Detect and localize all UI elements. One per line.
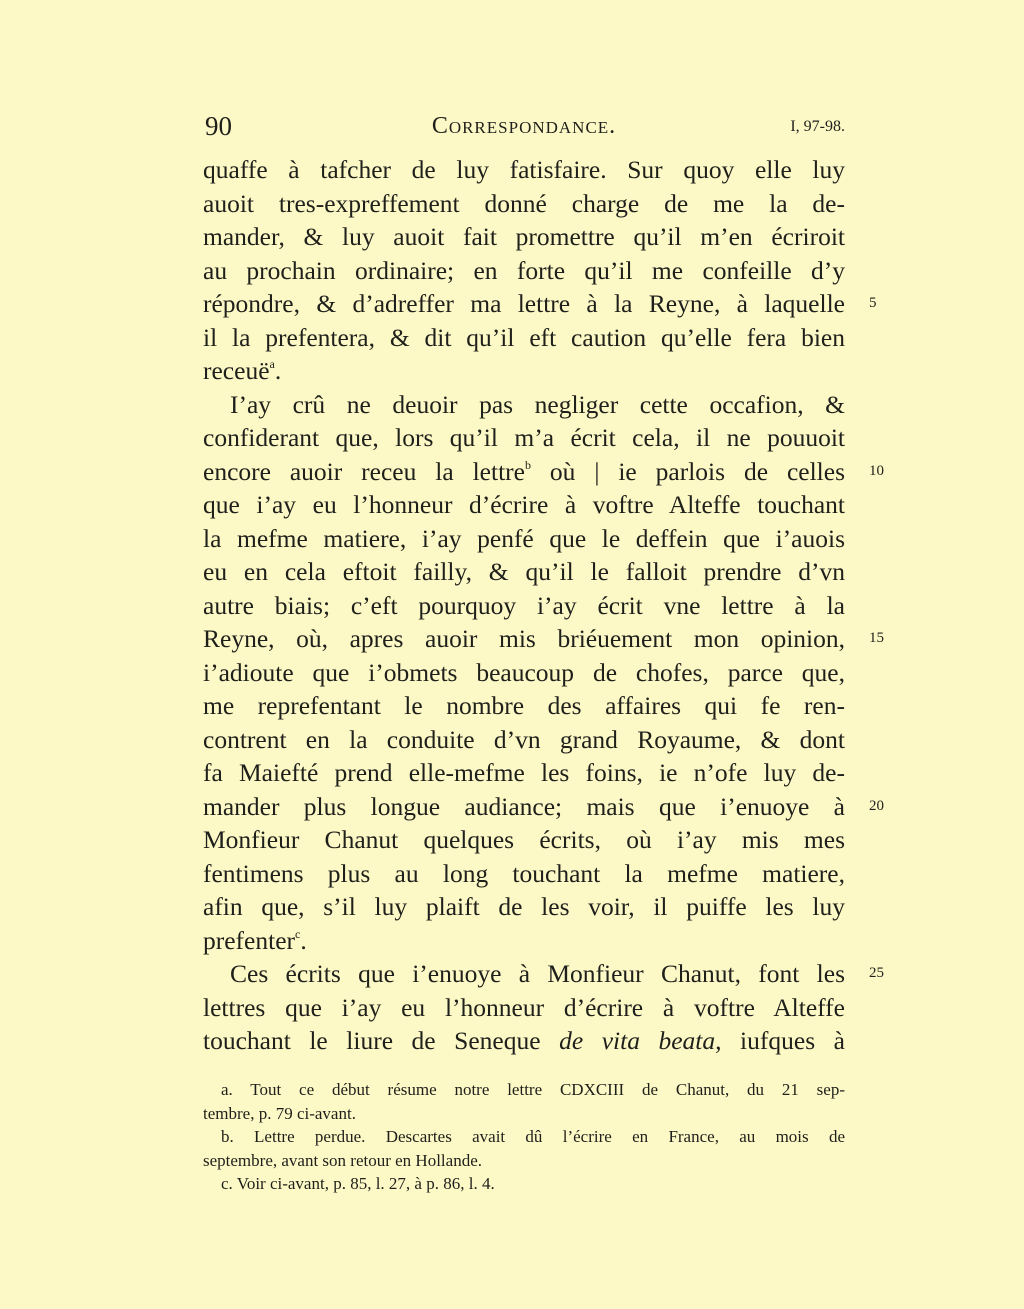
line-text: encore auoir receu la lettre [203,456,525,486]
line-text-continued: . [274,356,282,385]
text-line [203,254,845,288]
footnote-text: tembre, p. 79 ci-avant. [203,1103,356,1123]
footnotes [203,1078,845,1196]
line-text: lettres que i’ay eu l’honneur d’écrire à voftre Alteffe [203,992,845,1022]
footnote-text: septembre, avant son retour en Hollande. [203,1150,482,1170]
text-line [203,354,845,388]
text-line [203,488,845,522]
line-text: receuë [203,356,270,385]
text-line [203,153,845,187]
line-text: prefenter [203,925,296,955]
footnote-text: a. Tout ce début résume notre lettre CDXCIII de Chanut, du 21 sep- [221,1080,845,1099]
text-line [203,388,845,422]
line-text: eu en cela eftoit failly, & qu’il le falloit prendre d’vn [203,557,845,586]
line-text: fa Maiefté prend elle-mefme les foins, ie n’ofe luy de- [203,758,845,787]
footnote-text: c. Voir ci-avant, p. 85, l. 27, à p. 86, l. 4. [221,1174,495,1194]
line-text: mander plus longue audiance; mais que i’enuoye à [203,791,845,821]
text-line [203,455,884,489]
footnote-line [203,1102,845,1126]
footnote-marker: a [269,357,275,372]
running-header [203,108,845,144]
line-number: 20 [869,797,884,814]
text-line [203,857,845,891]
text-line [203,656,845,690]
line-text: I’ay crû ne deuoir pas negliger cette occafion, & [230,389,845,419]
line-text: quaffe à tafcher de luy fatisfaire. Sur quoy elle luy [203,155,845,184]
line-text: la mefme matiere, i’ay penfé que le deffein que i’auois [203,523,845,553]
line-number: 10 [869,462,884,479]
line-text: autre biais; c’eft pourquoy i’ay écrit vne lettre à la [203,590,845,620]
text-line [203,991,845,1025]
text-line [203,522,845,556]
italic-text: de vita beata, [559,1026,722,1055]
line-text: fentimens plus au long touchant la mefme matiere, [203,858,845,888]
text-line [203,957,884,991]
text-line [203,589,845,623]
footnote-marker: c [295,926,301,941]
footnote-line [203,1149,845,1173]
line-text: Ces écrits que i’enuoye à Monfieur Chanut, font les [230,959,845,988]
text-line [203,890,845,924]
text-line [203,287,877,321]
text-line [203,321,845,355]
text-line [203,1024,845,1058]
text-line [203,187,845,221]
page-number: 90 [205,111,232,141]
line-text-continued: iufques à [721,1026,845,1055]
line-text: répondre, & d’adreffer ma lettre à la Reyne, à laquelle [203,289,845,318]
line-text-continued: où | ie parlois de celles [530,456,845,486]
text-line [203,421,845,455]
text-line [203,689,845,723]
line-text: confiderant que, lors qu’il m’a écrit cela, il ne pouuoit [203,423,845,452]
running-title: Correspondance. [431,113,617,139]
line-text-continued: . [300,925,307,955]
line-text: afin que, s’il luy plaift de les voir, il puiffe les luy [203,892,845,921]
line-number: 15 [869,630,884,646]
line-text: mander, & luy auoit fait promettre qu’il m’en écriroit [203,222,845,251]
line-text: me reprefentant le nombre des affaires qui fe ren- [203,691,845,720]
text-line [203,924,845,958]
body-text [203,153,884,1058]
line-number: 25 [869,965,884,981]
footnote-line [203,1172,845,1196]
line-text: Reyne, où, apres auoir mis briéuement mon opinion, [203,624,845,653]
line-text: il la prefentera, & dit qu’il eft caution qu’elle fera bien [203,322,845,352]
section-reference: I, 97-98. [790,118,845,135]
text-line [203,790,884,824]
text-line [203,622,884,656]
footnote-marker: b [524,457,531,472]
text-line [203,555,845,589]
text-line [203,220,845,254]
line-text: contrent en la conduite d’vn grand Royaume, & dont [203,724,845,754]
text-line [203,723,845,757]
footnote-text: b. Lettre perdue. Descartes avait dû l’écrire en France, au mois de [221,1127,845,1147]
text-line [203,756,845,790]
line-text: touchant le liure de Seneque [203,1026,560,1055]
line-text: que i’ay eu l’honneur d’écrire à voftre Alteffe touchant [203,490,845,519]
line-text: auoit tres-expreffement donné charge de me la de- [203,188,845,218]
text-line [203,823,845,857]
line-text: Monfieur Chanut quelques écrits, où i’ay mis mes [203,825,845,854]
line-number: 5 [869,295,877,311]
footnote-line [203,1125,845,1149]
line-text: i’adioute que i’obmets beaucoup de chofes, parce que, [203,657,845,687]
line-text: au prochain ordinaire; en forte qu’il me confeille d’y [203,255,845,285]
footnote-line [203,1078,845,1102]
